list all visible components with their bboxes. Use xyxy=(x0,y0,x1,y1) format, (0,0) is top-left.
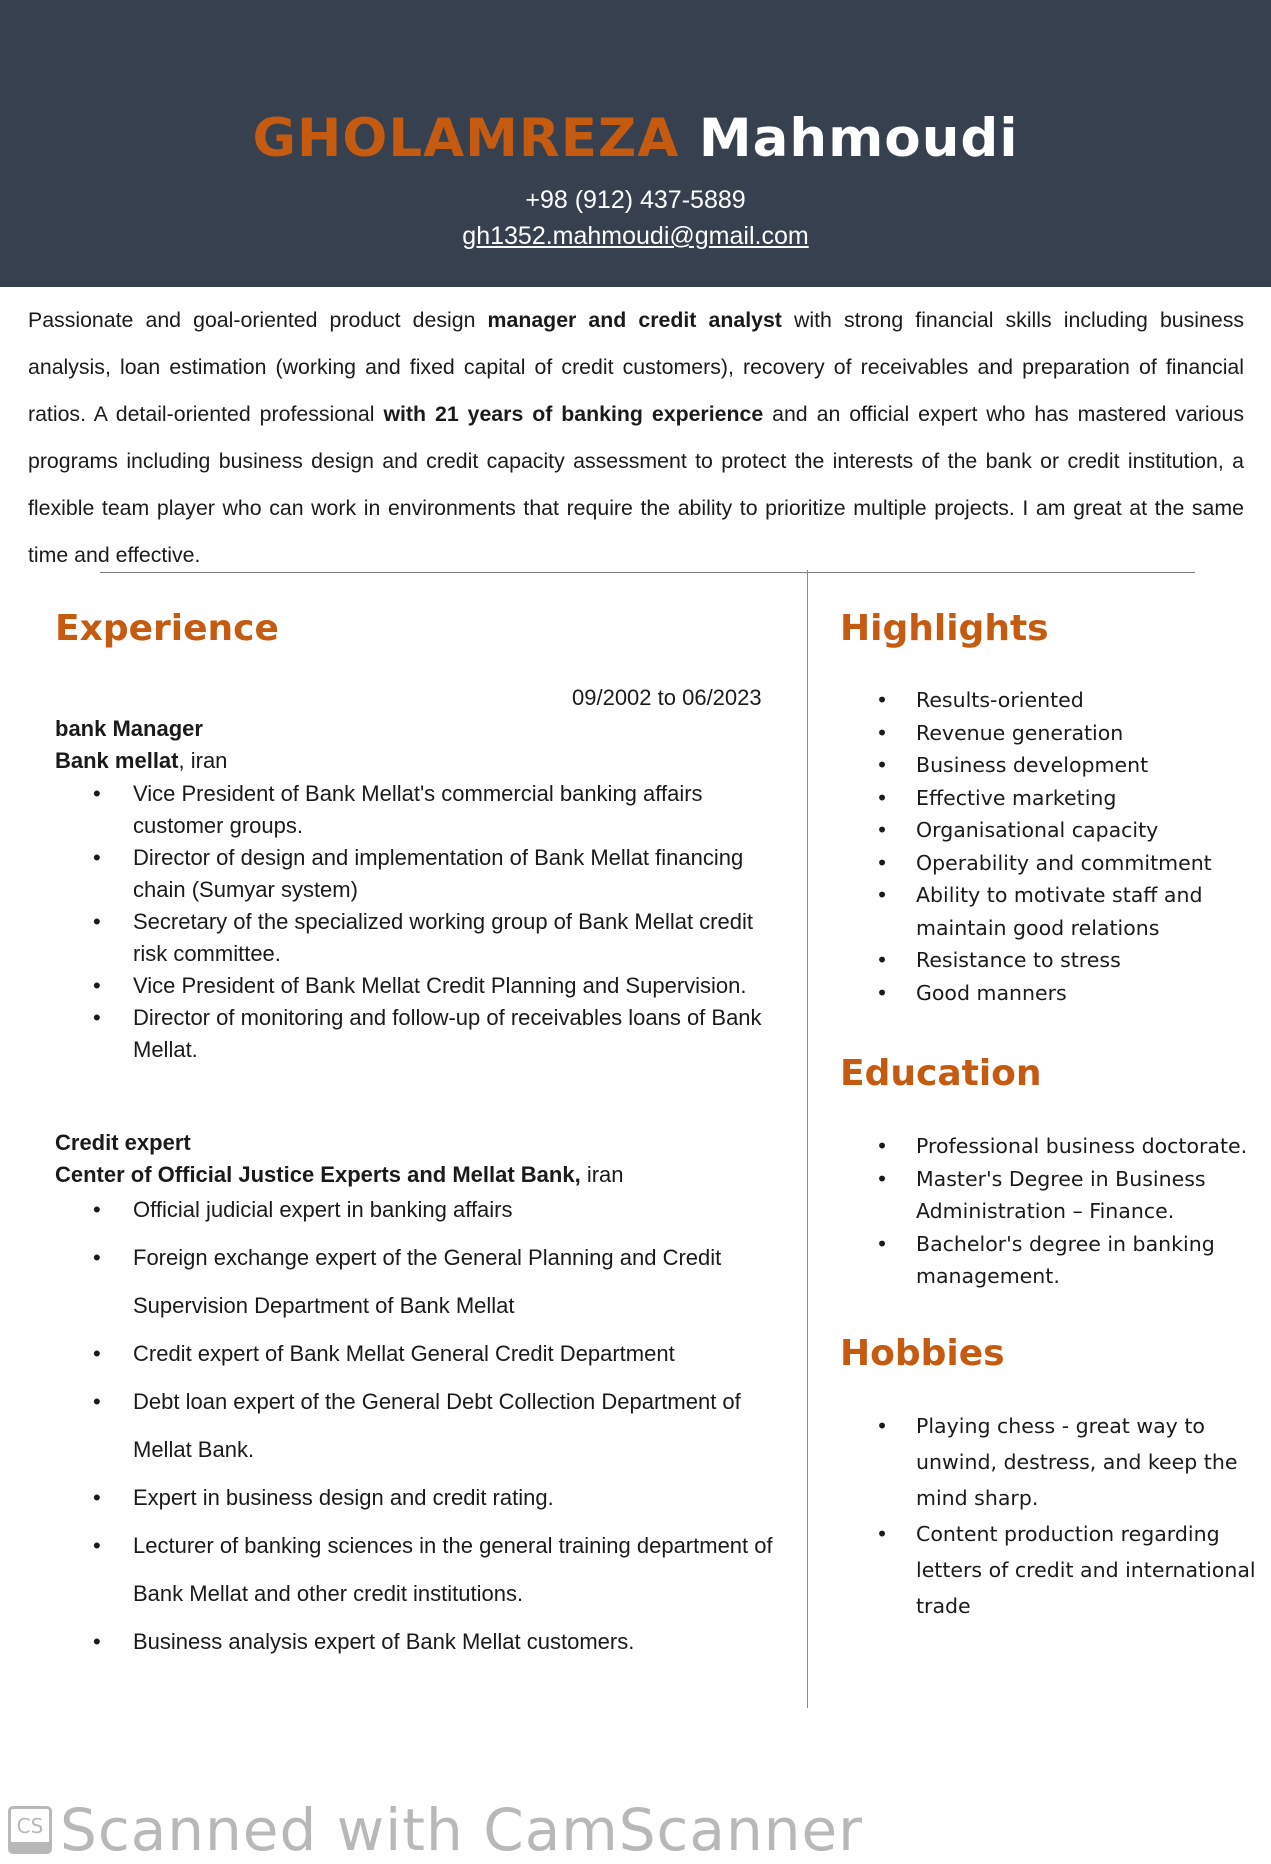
list-item xyxy=(838,1516,1258,1624)
list-item-text: Director of design and implementation of Bank Mellat financing chain (Sumyar system) xyxy=(133,845,744,902)
bullet-icon: • xyxy=(93,781,101,806)
resume-header xyxy=(0,0,1271,287)
list-item-text: Master's Degree in Business Administration – Finance. xyxy=(916,1166,1206,1223)
list-item-text: Professional business doctorate. xyxy=(916,1134,1248,1158)
list-item-text: Results-oriented xyxy=(916,688,1084,712)
list-item xyxy=(838,1163,1258,1228)
bullet-icon: • xyxy=(93,1629,101,1654)
bullet-icon: • xyxy=(876,1231,889,1256)
list-item-text: Official judicial expert in banking affairs xyxy=(133,1197,513,1222)
list-item-text: Lecturer of banking sciences in the general training department of Bank Mellat and other credit institutions. xyxy=(133,1533,773,1606)
summary-text: with strong financial skills including business analysis, loan estimation (working and fixed capital of credit customers), recovery of receivables and preparation of financial ratios. A detail-oriented professional xyxy=(28,308,1244,426)
hobbies-heading: Hobbies xyxy=(840,1333,1005,1374)
list-item xyxy=(838,749,1258,782)
job-employer xyxy=(55,748,227,774)
bullet-icon: • xyxy=(876,850,889,875)
list-item xyxy=(55,1234,785,1330)
list-item xyxy=(55,970,775,1002)
watermark-text: Scanned with CamScanner xyxy=(60,1796,864,1864)
bullet-icon: • xyxy=(93,1245,101,1270)
employer-location: iran xyxy=(580,1162,624,1187)
list-item xyxy=(55,842,775,906)
experience-heading: Experience xyxy=(55,608,279,649)
bullet-icon: • xyxy=(93,909,101,934)
list-item-text: Ability to motivate staff and maintain good relations xyxy=(916,883,1203,940)
bullet-icon: • xyxy=(93,1341,101,1366)
list-item-text: Operability and commitment xyxy=(916,850,1212,875)
column-divider xyxy=(807,570,808,1708)
list-item xyxy=(838,847,1258,880)
bullet-icon: • xyxy=(876,980,889,1005)
bullet-icon: • xyxy=(876,1522,889,1546)
list-item xyxy=(55,1618,785,1666)
camscanner-watermark xyxy=(8,1796,864,1864)
candidate-name xyxy=(0,108,1271,169)
list-item xyxy=(838,879,1258,944)
bullet-icon: • xyxy=(93,1389,101,1414)
list-item xyxy=(838,717,1258,750)
last-name: Mahmoudi xyxy=(698,108,1019,169)
list-item xyxy=(55,1378,785,1474)
job-employer xyxy=(55,1162,624,1188)
bullet-icon: • xyxy=(876,818,889,842)
list-item xyxy=(838,782,1258,815)
bullet-icon: • xyxy=(93,845,101,870)
list-item-text: Revenue generation xyxy=(916,720,1124,745)
list-item-text: Good manners xyxy=(916,980,1067,1005)
bullet-icon: • xyxy=(93,1197,101,1222)
list-item xyxy=(838,684,1258,717)
list-item-text: Bachelor's degree in banking management. xyxy=(916,1231,1215,1288)
job-duties-list xyxy=(55,778,775,1066)
list-item xyxy=(838,1408,1258,1516)
bullet-icon: • xyxy=(876,1134,889,1158)
list-item-text: Content production regarding letters of credit and international trade xyxy=(916,1522,1256,1618)
highlights-heading: Highlights xyxy=(840,608,1049,649)
job-date-range: 09/2002 to 06/2023 xyxy=(572,685,762,710)
list-item-text: Credit expert of Bank Mellat General Credit Department xyxy=(133,1341,675,1366)
list-item xyxy=(838,977,1258,1010)
list-item-text: Business development xyxy=(916,753,1149,777)
summary-text: and an official expert who has mastered various programs including business design and credit capacity assessment to protect the interests of the bank or credit institution, a flexible team player who can work in environments that require the ability to prioritize multiple projects. I am great at the same time and effective. xyxy=(28,402,1244,567)
list-item-text: Vice President of Bank Mellat Credit Planning and Supervision. xyxy=(133,973,747,998)
list-item xyxy=(838,814,1258,847)
list-item xyxy=(55,906,775,970)
bullet-icon: • xyxy=(876,883,889,907)
list-item-text: Effective marketing xyxy=(916,785,1117,810)
job-title: bank Manager xyxy=(55,716,203,741)
job-title: Credit expert xyxy=(55,1130,191,1155)
list-item-text: Playing chess - great way to unwind, destress, and keep the mind sharp. xyxy=(916,1414,1238,1510)
job-duties-list xyxy=(55,1186,785,1666)
list-item xyxy=(55,778,775,842)
highlights-list xyxy=(838,684,1258,1009)
professional-summary xyxy=(28,297,1244,579)
employer-name: Bank mellat xyxy=(55,748,179,773)
bullet-icon: • xyxy=(876,1166,889,1191)
bullet-icon: • xyxy=(876,948,889,972)
camscanner-logo-icon: CS xyxy=(8,1806,52,1854)
phone-number: +98 (912) 437-5889 xyxy=(525,186,746,214)
bullet-icon: • xyxy=(876,720,889,745)
bullet-icon: • xyxy=(93,1005,101,1030)
list-item-text: Expert in business design and credit rating. xyxy=(133,1485,554,1510)
list-item-text: Foreign exchange expert of the General Planning and Credit Supervision Department of Bank Mellat xyxy=(133,1245,722,1318)
list-item-text: Business analysis expert of Bank Mellat customers. xyxy=(133,1629,635,1654)
list-item xyxy=(55,1522,785,1618)
list-item-text: Debt loan expert of the General Debt Collection Department of Mellat Bank. xyxy=(133,1389,741,1462)
list-item xyxy=(55,1186,785,1234)
hobbies-list xyxy=(838,1408,1258,1624)
list-item xyxy=(838,1130,1258,1163)
list-item xyxy=(55,1474,785,1522)
employer-name: Center of Official Justice Experts and Mellat Bank, xyxy=(55,1162,581,1187)
bullet-icon: • xyxy=(876,1414,889,1438)
list-item-text: Resistance to stress xyxy=(916,948,1121,972)
list-item xyxy=(838,1228,1258,1293)
employer-location: , iran xyxy=(178,748,228,773)
horizontal-divider xyxy=(100,572,1195,573)
email-link[interactable]: gh1352.mahmoudi@gmail.com xyxy=(462,222,809,250)
first-name: GHOLAMREZA xyxy=(252,108,680,169)
bullet-icon: • xyxy=(876,785,889,810)
bullet-icon: • xyxy=(876,688,889,712)
summary-bold: manager and credit analyst xyxy=(487,308,782,332)
summary-text: Passionate and goal-oriented product design xyxy=(28,308,488,332)
education-list xyxy=(838,1130,1258,1293)
list-item xyxy=(55,1330,785,1378)
list-item-text: Organisational capacity xyxy=(916,818,1159,842)
education-heading: Education xyxy=(840,1053,1042,1094)
list-item xyxy=(838,944,1258,977)
list-item-text: Director of monitoring and follow-up of receivables loans of Bank Mellat. xyxy=(133,1005,762,1062)
bullet-icon: • xyxy=(93,1485,101,1510)
bullet-icon: • xyxy=(93,1533,101,1558)
bullet-icon: • xyxy=(93,973,101,998)
list-item-text: Secretary of the specialized working group of Bank Mellat credit risk committee. xyxy=(133,909,753,966)
bullet-icon: • xyxy=(876,753,889,777)
list-item xyxy=(55,1002,775,1066)
list-item-text: Vice President of Bank Mellat's commercial banking affairs customer groups. xyxy=(133,781,703,838)
summary-bold: with 21 years of banking experience xyxy=(383,402,764,426)
